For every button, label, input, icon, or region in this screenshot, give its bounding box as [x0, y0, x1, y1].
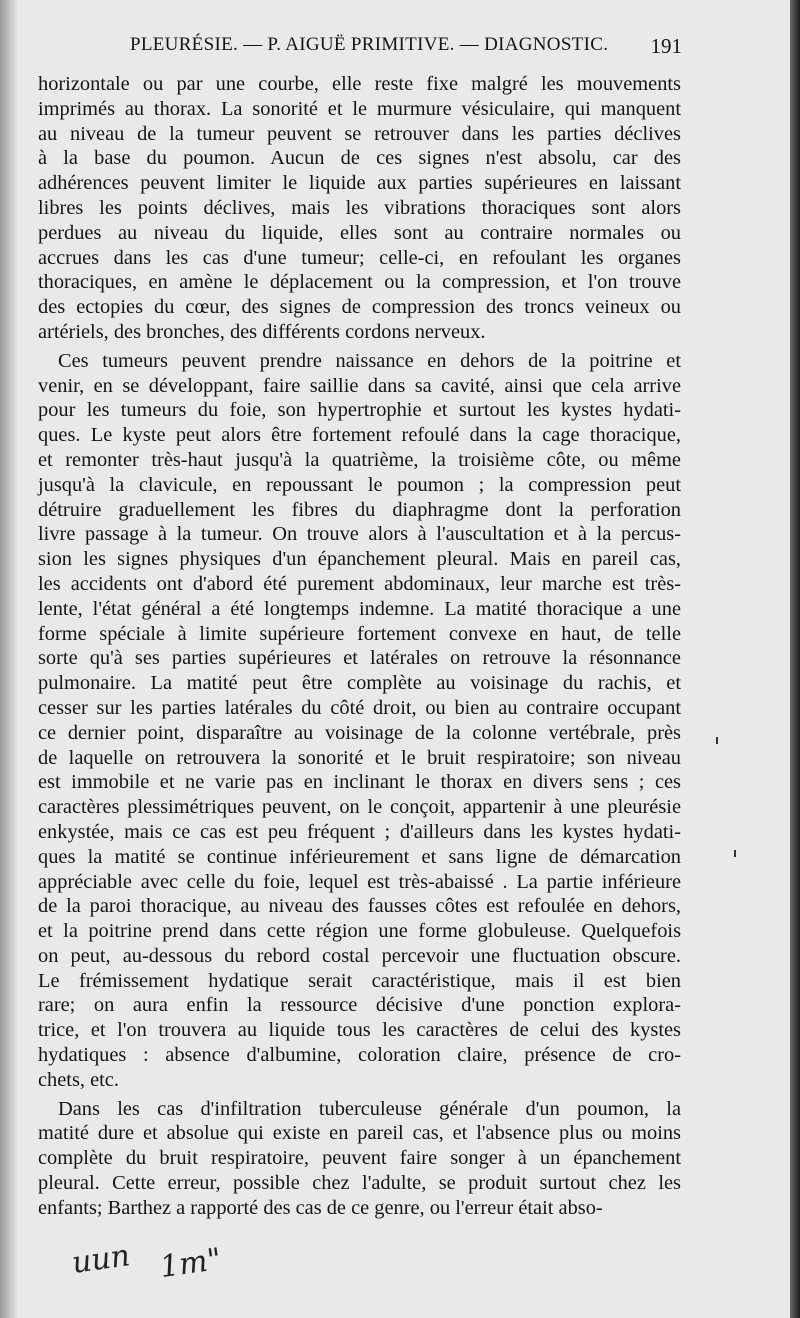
- text-line: de la paroi thoracique, au niveau des fausses côtes est refoulée en dehors,: [38, 895, 681, 918]
- text-line: perdues au niveau du liquide, elles sont au contraire normales ou: [38, 221, 681, 244]
- text-line: enfants; Barthez a rapporté des cas de ce genre, ou l'erreur était abso-: [38, 1196, 603, 1219]
- text-line: de laquelle on retrouvera la sonorité et le bruit respiratoire; son niveau: [38, 746, 681, 769]
- text-line: pulmonaire. La matité peut être complète au voisinage du rachis, et: [38, 672, 681, 695]
- text-line: cesser sur les parties latérales du côté droit, ou bien au contraire occupant: [38, 696, 681, 719]
- ink-speck: [734, 850, 736, 857]
- text-line: on peut, au-dessous du rebord costal percevoir une fluctuation obscure.: [38, 944, 681, 967]
- text-line: livre passage à la tumeur. On trouve alors à l'auscultation et à la percus-: [38, 523, 681, 546]
- text-line: enkystée, mais ce cas est peu fréquent ; d'ailleurs dans les kystes hydati-: [38, 820, 681, 843]
- text-line: caractères plessimétriques peuvent, on le conçoit, appartenir à une pleurésie: [38, 796, 681, 819]
- text-line: hydatiques : absence d'albumine, coloration claire, présence de cro-: [38, 1044, 681, 1067]
- text-line: trice, et l'on trouvera au liquide tous les caractères de celui des kystes: [38, 1019, 681, 1042]
- text-line: jusqu'à la clavicule, en repoussant le poumon ; la compression peut: [38, 473, 681, 496]
- text-line: détruire graduellement les fibres du diaphragme dont la perforation: [38, 498, 681, 521]
- text-line: sorte qu'à ses parties supérieures et latérales on retrouve la résonnance: [38, 647, 681, 670]
- text-line: forme spéciale à limite supérieure fortement convexe en haut, de telle: [38, 622, 681, 645]
- text-line: et la poitrine prend dans cette région une forme globuleuse. Quelquefois: [38, 920, 681, 943]
- text-line: accrues dans les cas d'une tumeur; celle-ci, en refoulant les organes: [38, 246, 681, 269]
- page-header: [130, 34, 682, 64]
- text-line: sion les signes physiques d'un épanchement pleural. Mais en pareil cas,: [38, 548, 681, 571]
- text-line: artériels, des bronches, des différents cordons nerveux.: [38, 320, 486, 343]
- ink-speck: [716, 737, 718, 744]
- text-line: pleural. Cette erreur, possible chez l'adulte, se produit surtout chez les: [38, 1172, 681, 1195]
- text-line: thoraciques, en amène le déplacement ou la compression, et l'on trouve: [38, 271, 681, 294]
- text-line: horizontale ou par une courbe, elle reste fixe malgré les mouvements: [38, 73, 681, 95]
- text-line: ques la matité se continue inférieurement et sans ligne de démarcation: [38, 845, 681, 868]
- text-line: rare; on aura enfin la ressource décisive d'une ponction explora-: [38, 994, 681, 1017]
- text-line: Ces tumeurs peuvent prendre naissance en dehors de la poitrine et: [58, 349, 681, 372]
- page-number: 191: [650, 34, 682, 58]
- text-line: Le frémissement hydatique serait caractéristique, mais il est bien: [38, 969, 681, 992]
- text-line: les accidents ont d'abord été purement abdominaux, leur marche est très-: [38, 572, 681, 595]
- text-line: lente, l'état général a été longtemps indemne. La matité thoracique a une: [38, 597, 681, 620]
- text-line: et remonter très-haut jusqu'à la quatrième, la troisième côte, ou même: [38, 448, 681, 471]
- text-line: appréciable avec celle du foie, lequel est très-abaissé . La partie inférieure: [38, 870, 681, 893]
- text-line: matité dure et absolue qui existe en pareil cas, et l'absence plus ou moins: [38, 1122, 681, 1145]
- text-line: adhérences peuvent limiter le liquide aux parties supérieures en laissant: [38, 172, 681, 195]
- text-line: libres les points déclives, mais les vibrations thoraciques sont alors: [38, 196, 681, 219]
- running-title: PLEURÉSIE. — P. AIGUË PRIMITIVE. — DIAGNOSTIC.: [130, 34, 609, 55]
- handwritten-note: 1m": [157, 1241, 224, 1286]
- handwritten-note: uun: [69, 1238, 133, 1281]
- text-line: ce dernier point, disparaître au voisinage de la colonne vertébrale, près: [38, 721, 681, 744]
- text-line: chets, etc.: [38, 1068, 119, 1091]
- text-line: ques. Le kyste peut alors être fortement refoulé dans la cage thoracique,: [38, 424, 681, 447]
- text-line: au niveau de la tumeur peuvent se retrouver dans les parties déclives: [38, 122, 681, 145]
- text-line: des ectopies du cœur, des signes de compression des troncs veineux ou: [38, 296, 681, 319]
- text-line: à la base du poumon. Aucun de ces signes n'est absolu, car des: [38, 147, 681, 170]
- text-line: venir, en se développant, faire saillie dans sa cavité, ainsi que cela arrive: [38, 374, 681, 397]
- text-line: Dans les cas d'infiltration tuberculeuse générale d'un poumon, la: [58, 1097, 681, 1120]
- text-line: est immobile et ne varie pas en inclinant le thorax en divers sens ; ces: [38, 771, 681, 794]
- text-line: imprimés au thorax. La sonorité et le murmure vésiculaire, qui manquent: [38, 97, 681, 120]
- body-text: [38, 72, 681, 1221]
- text-line: complète du bruit respiratoire, peuvent faire songer à un épanchement: [38, 1147, 681, 1170]
- text-line: pour les tumeurs du foie, son hypertrophie et surtout les kystes hydati-: [38, 399, 681, 422]
- page-edge: [790, 0, 800, 1318]
